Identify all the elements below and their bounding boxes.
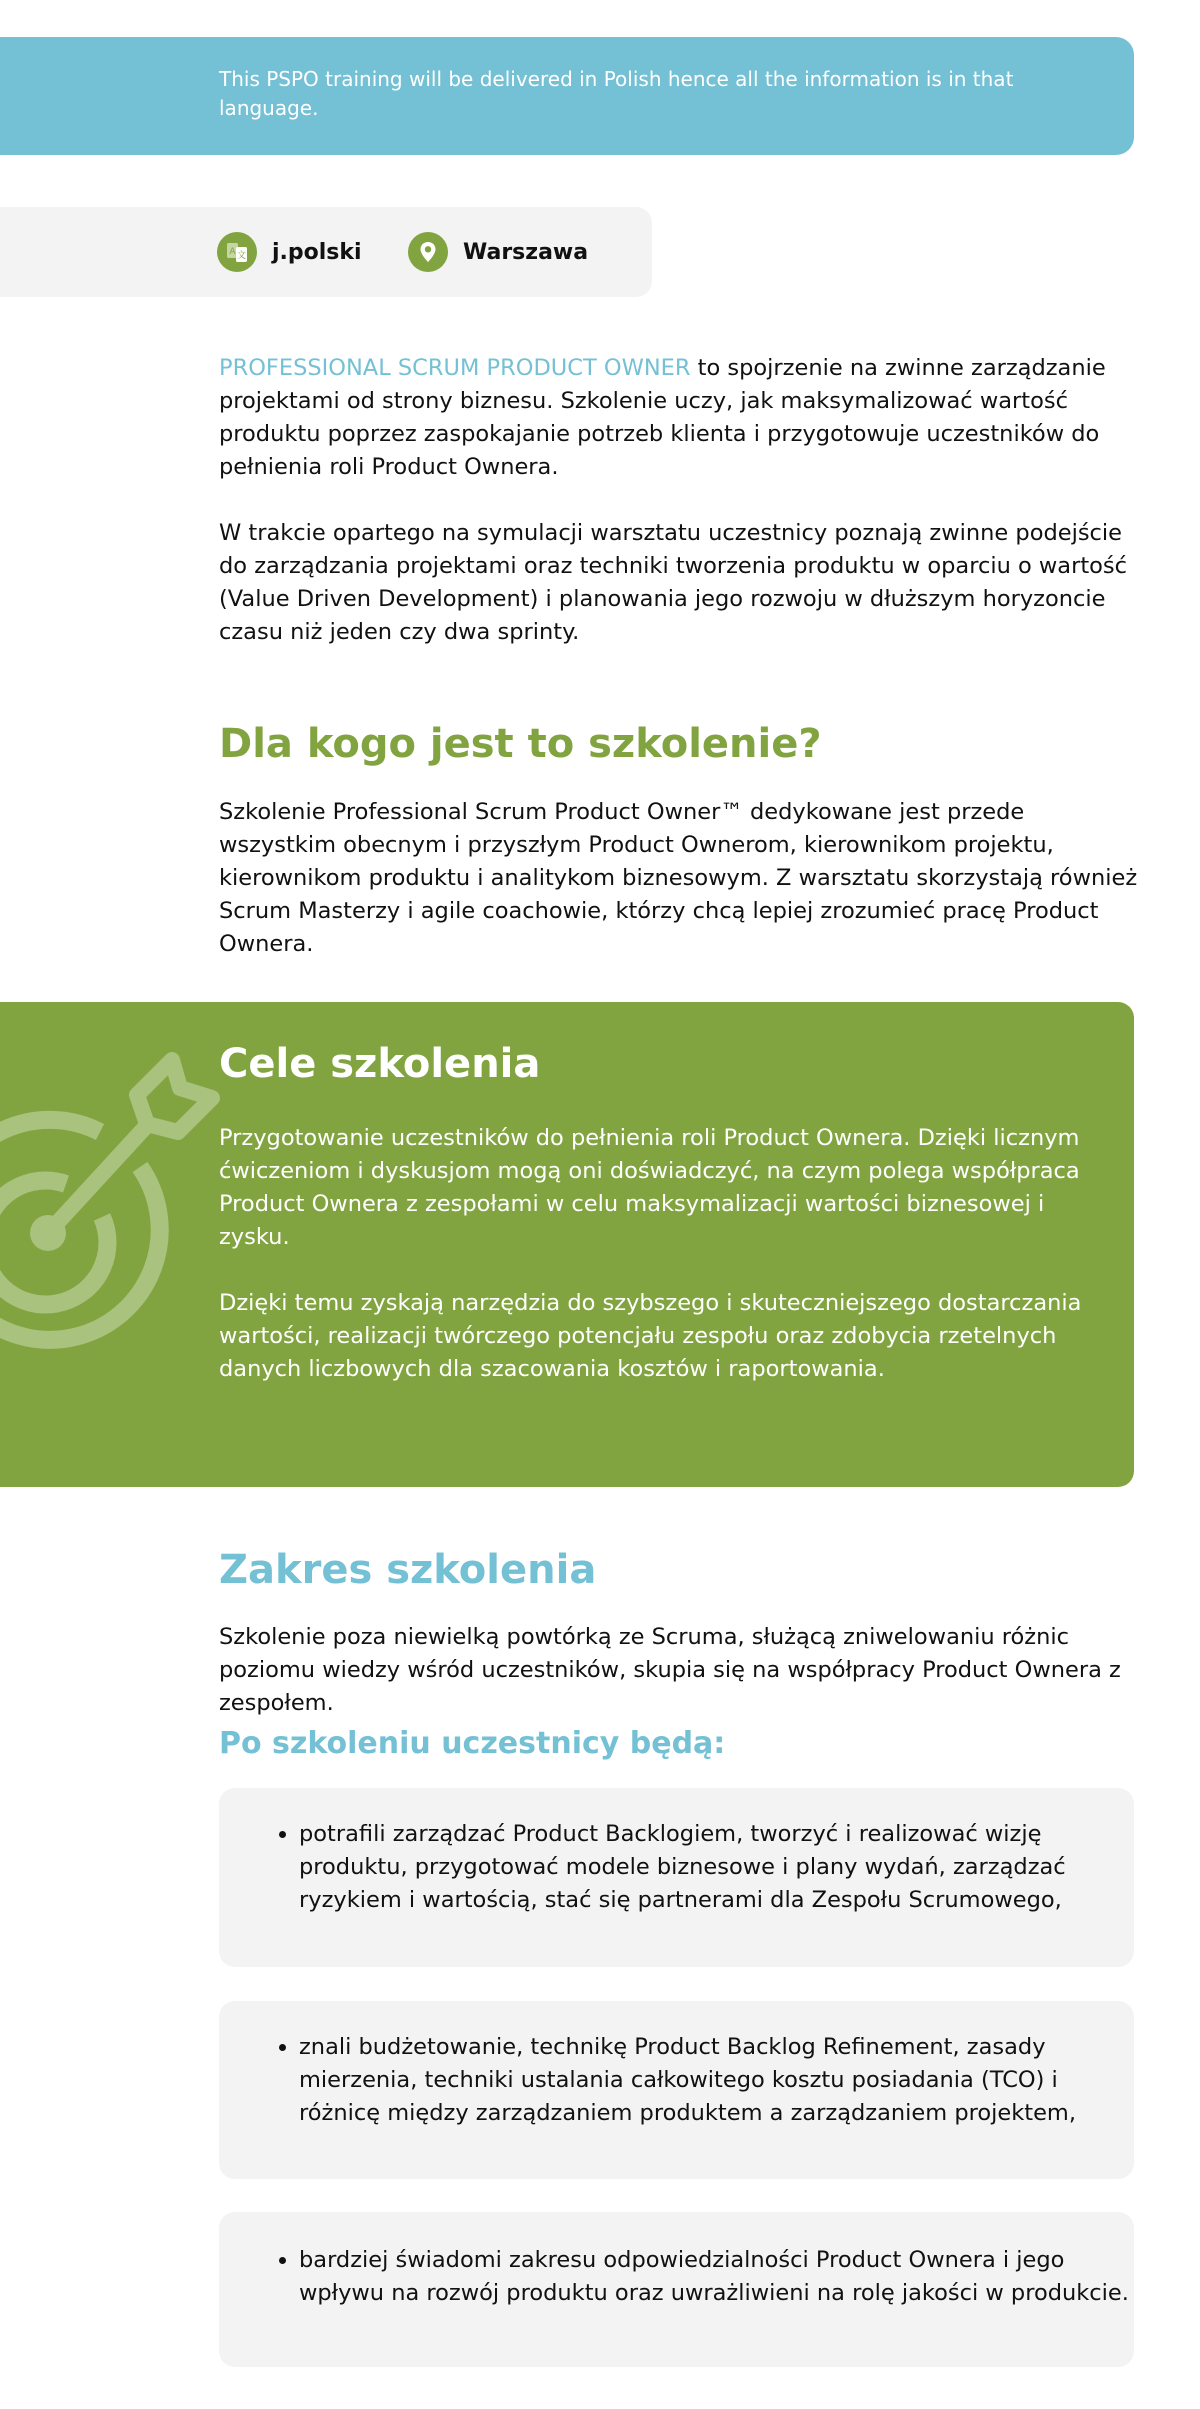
scope-section — [219, 1546, 1139, 1762]
outcome-text-1: • potrafili zarządzać Product Backlogiem, tworzyć i realizować wizję produktu, przygotować modele biznesowe i plany wydań, zarządzać ryzykiem i wartością, stać się partnerami dla Zespołu Scrumowego, — [299, 1818, 1134, 1917]
audience-heading: Dla kogo jest to szkolenie? — [219, 721, 822, 767]
map-pin-icon — [408, 232, 448, 272]
language-label: j.polski — [272, 239, 362, 265]
meta-location — [408, 232, 588, 272]
outcomes-subheading: Po szkoleniu uczestnicy będą: — [219, 1726, 726, 1761]
target-arrow-icon — [0, 1002, 230, 1402]
audience-text: Szkolenie Professional Scrum Product Owner™ dedykowane jest przede wszystkim obecnym i przyszłym Product Ownerom, kierownikom projektu, kierownikom produktu i analitykom biznesowym. Z warsztatu skorzystają również Scrum Masterzy i agile coachowie, którzy chcą lepiej zrozumieć pracę Product Ownera. — [219, 799, 1138, 957]
language-notice-banner — [0, 37, 1134, 155]
goals-panel — [0, 1002, 1134, 1487]
course-meta-bar — [0, 207, 652, 297]
location-label: Warszawa — [463, 239, 589, 265]
scope-text: Szkolenie poza niewielką powtórką ze Scruma, służącą zniwelowaniu różnic poziomu wiedzy wśród uczestników, skupia się na współpracy Product Ownera z zespołem. — [219, 1624, 1121, 1716]
goals-paragraph-1: Przygotowanie uczestników do pełnienia roli Product Ownera. Dzięki licznym ćwiczeniom i dyskusjom mogą oni doświadczyć, na czym polega współpraca Product Ownera z zespołami w celu maksymalizacji wartości biznesowej i zysku. — [219, 1125, 1080, 1250]
goals-paragraph-2: Dzięki temu zyskają narzędzia do szybszego i skuteczniejszego dostarczania wartości, realizacji twórczego potencjału zespołu oraz zdobycia rzetelnych danych liczbowych dla szacowania kosztów i raportowania. — [219, 1290, 1082, 1382]
outcome-item-2 — [219, 2001, 1134, 2179]
goals-heading: Cele szkolenia — [219, 1041, 541, 1087]
outcome-text-3: • bardziej świadomi zakresu odpowiedzialności Product Ownera i jego wpływu na rozwój produktu oraz uwrażliwieni na rolę jakości w produkcie. — [299, 2244, 1134, 2310]
goals-text — [219, 1122, 1119, 1386]
translate-icon — [217, 232, 257, 272]
intro-paragraph-2: W trakcie opartego na symulacji warsztatu uczestnicy poznają zwinne podejście do zarządzania projektami oraz techniki tworzenia produktu w oparciu o wartość (Value Driven Development) i planowania jego rozwoju w dłuższym horyzoncie czasu niż jeden czy dwa sprinty. — [219, 520, 1128, 645]
intro-paragraph-1-text: to spojrzenie na zwinne zarządzanie projektami od strony biznesu. Szkolenie uczy, jak maksymalizować wartość produktu poprzez zaspokajanie potrzeb klienta i przygotowuje uczestników do pełnienia roli Product Ownera. — [219, 355, 1106, 480]
scope-heading: Zakres szkolenia — [219, 1547, 597, 1593]
svg-text:A: A — [229, 247, 236, 257]
language-notice-text: This PSPO training will be delivered in Polish hence all the information is in that language. — [219, 67, 1014, 120]
outcome-item-1 — [219, 1788, 1134, 1967]
intro-section — [219, 352, 1139, 649]
course-name-highlight: PROFESSIONAL SCRUM PRODUCT OWNER — [219, 355, 691, 381]
audience-section — [219, 720, 1139, 961]
intro-paragraph-1 — [219, 352, 1139, 484]
outcome-text-2: • znali budżetowanie, technikę Product Backlog Refinement, zasady mierzenia, techniki ustalania całkowitego kosztu posiadania (TCO) i różnicę między zarządzaniem produktem a zarządzaniem projektem, — [299, 2031, 1134, 2130]
meta-language — [217, 232, 362, 272]
outcome-item-3 — [219, 2212, 1134, 2367]
svg-text:文: 文 — [236, 251, 247, 261]
